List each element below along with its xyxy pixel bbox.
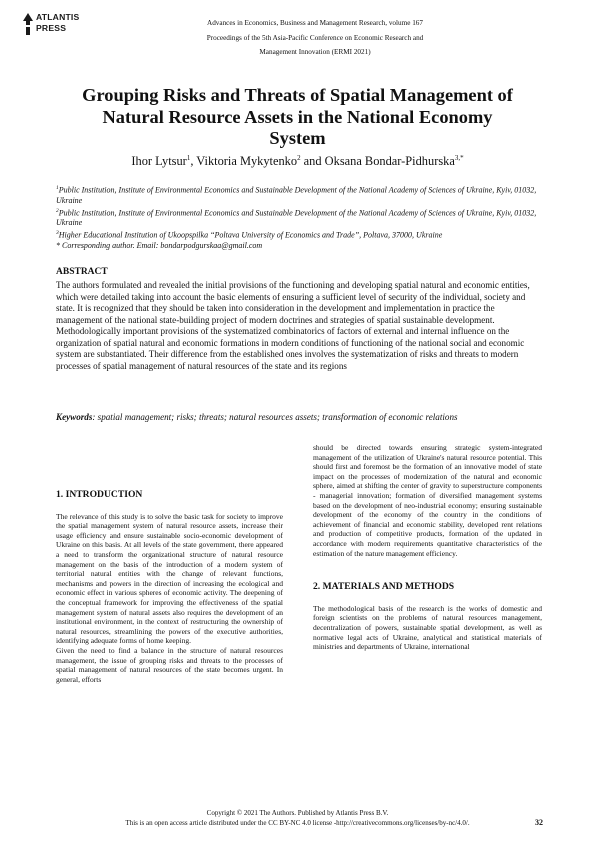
author-affil-mark: 2 (297, 154, 301, 162)
affiliation-item (56, 228, 546, 241)
affiliation-mark: 1 (56, 185, 59, 191)
body-paragraph: should be directed towards ensuring strategic system-integrated management of the utilization of Ukraine's natural resource potential. This should first and foremost be the formation of an innovative model of state impact on the processes of modernization of the natural and economic sphere, aimed at shifting the center of gravity to superstructure components - managerial innovation; formation of diversified management systems based on the development of neo-industrial economy; ensuring sustainable development of the economy of the country in the conditions of achievement of financial and economic stability, developed rent relations and production of competitive products, formation of the updated in accordance with modern requirements quantitative characteristics of the estimation of the nature management efficiency. (313, 443, 542, 558)
footer (40, 809, 555, 828)
affiliations (56, 183, 546, 251)
author-affil-mark: 3,* (454, 154, 464, 162)
paper-title (40, 85, 555, 150)
keywords-label: Keywords (56, 412, 93, 422)
author-name: Oksana Bondar-Pidhurska (324, 154, 455, 169)
publisher-logo (22, 11, 112, 41)
abstract-body: The authors formulated and revealed the initial provisions of the functioning and developing spatial natural and economic entities, which were detailed taking into account the basic elements of ensuring a sufficient level of security of the individual, society and state. It is recognized that they should be taken into consideration in the development and implementation in practice the management of the national state-building project of modern doctrines and strategies of spatial sustainable development. Methodologically important provisions of the systematized combinatorics of factors of external and internal influence on the organization of spatial natural and economic formations in modern conditions of functioning of the national social and economic system are substantiated. Their difference from the established ones involves the systematization of risks and threats to modern processes of spatial management of natural resources of the state and its regions (56, 280, 530, 371)
proceedings-line-1: Proceedings of the 5th Asia-Pacific Conference on Economic Research and (206, 34, 424, 42)
author-name: Ihor Lytsur (131, 154, 187, 169)
license-line: This is an open access article distributed under the CC BY-NC 4.0 license -http://creativecommons.org/licenses/by-nc/4.0/. (125, 818, 470, 827)
affiliation-text: Higher Educational Institution of Ukoopspilka “Poltava University of Economics and Trade”, Poltava, 37000, Ukraine (58, 230, 443, 240)
author-separator: , (190, 154, 197, 169)
body-paragraph: Given the need to find a balance in the structure of natural resources management, the issue of grouping risks and threats to the processes of spatial management of natural resources of the state becomes urgent. In general, efforts (56, 645, 283, 684)
keywords (56, 407, 542, 428)
affiliation-mark: 2 (56, 207, 59, 214)
abstract-heading: ABSTRACT (56, 267, 108, 277)
affiliation-text: Public Institution, Institute of Environmental Economics and Sustainable Development of the National Academy of Sciences of Ukraine, Kyiv, 01032, Ukraine (56, 208, 537, 228)
author-list (40, 154, 555, 169)
left-column (56, 490, 283, 684)
journal-header: Advances in Economics, Business and Management Research, volume 167 (207, 19, 423, 27)
author-affil-mark: 1 (186, 154, 191, 162)
right-column (313, 443, 542, 652)
section-heading-materials-methods: 2. MATERIALS AND METHODS (313, 581, 455, 593)
page-number: 32 (535, 818, 543, 827)
affiliation-item (56, 206, 546, 229)
title-line: Natural Resource Assets in the National Economy (102, 106, 493, 127)
logo-text-line2: PRESS (36, 23, 67, 33)
author-separator: and (300, 154, 325, 169)
body-paragraph: The relevance of this study is to solve the basic task for society to improve the spatial management system of natural resource assets, increase their usage efficiency and ensure sustainable socio-economic development of Ukraine on this basis. At all levels of the state government, there appeared a need to transform the organizational structure of natural resource management on the basis of the introduction of a modern system of territorial natural entities with the change of relevant functions, mechanisms and powers in the direction of increasing the ecological and economic effect in various spheres of economic activity. The deepening of the conceptual framework for improving the effectiveness of the spatial management system of natural assets also requires the development of an institutional environment, in the context of restructuring the ownership of natural resources, streamlining the powers of the executive authorities, identifying adequate forms of home keeping. (56, 511, 283, 646)
affiliation-text: Public Institution, Institute of Environmental Economics and Sustainable Development of the National Academy of Sciences of Ukraine, Kyiv, 01032, Ukraine (56, 185, 537, 205)
section-heading-introduction: 1. INTRODUCTION (56, 489, 143, 500)
corresponding-author: * Corresponding author. Email: bondarpodgurskaa@gmail.com (56, 240, 263, 250)
copyright-line: Copyright © 2021 The Authors. Published by Atlantis Press B.V. (206, 809, 389, 817)
title-line: System (269, 128, 326, 148)
atlantis-logo-icon (22, 13, 34, 35)
keywords-text: : spatial management; risks; threats; natural resources assets; transformation of economic relations (92, 412, 458, 422)
author-name: Viktoria Mykytenko (196, 154, 298, 169)
affiliation-item (56, 183, 546, 206)
proceedings-line-2: Management Innovation (ERMI 2021) (259, 48, 371, 56)
body-paragraph: The methodological basis of the research is the works of domestic and foreign scientists on the problems of natural resources management, decentralization of powers, sustainable spatial development, as well as normative legal acts of Ukraine, analytical and statistical materials of ministries and departments of Ukraine, international (313, 603, 542, 652)
title-line: Grouping Risks and Threats of Spatial Management of (82, 85, 513, 105)
affiliation-mark: 3 (56, 230, 59, 237)
logo-text-line1: ATLANTIS (36, 12, 80, 22)
